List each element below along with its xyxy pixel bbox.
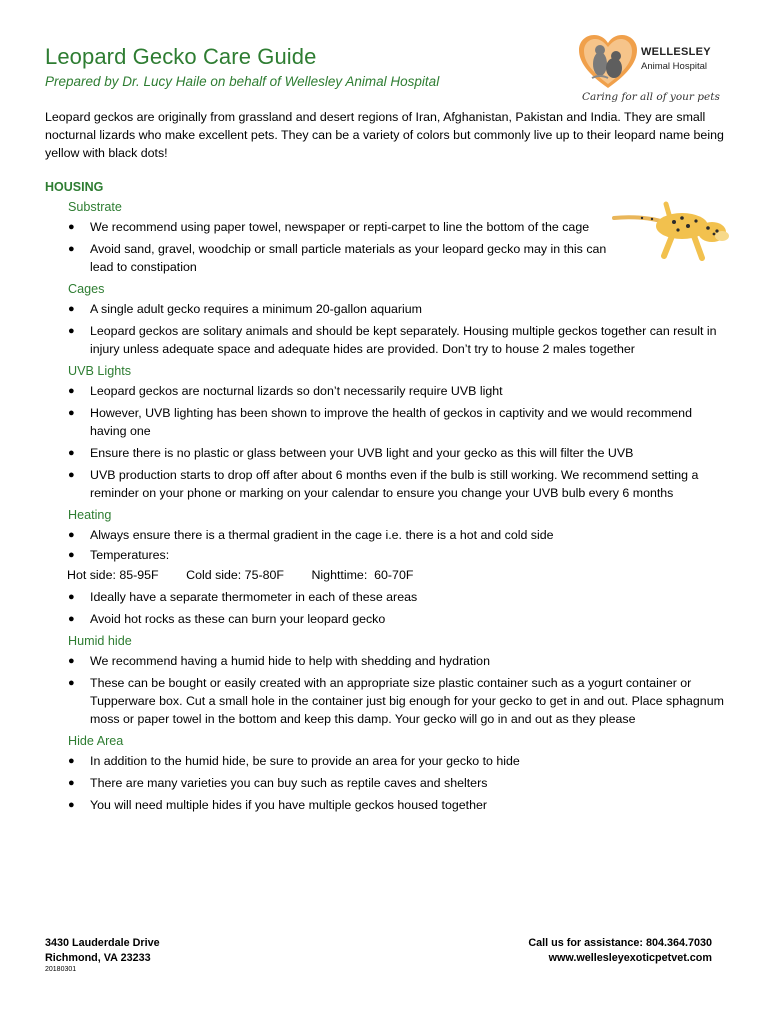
list-item: ● Avoid hot rocks as these can burn your leopard gecko — [68, 612, 386, 626]
logo-name: WELLESLEY — [641, 46, 711, 58]
list-item: ● You will need multiple hides if you have multiple geckos housed together — [68, 798, 487, 812]
bullet: ● — [68, 755, 75, 767]
temperature-values: Hot side: 85-95F Cold side: 75-80F Nighttime: 60-70F — [67, 568, 414, 582]
hide-area-list — [68, 752, 728, 814]
list-item: ● Always ensure there is a thermal gradient in the cage i.e. there is a hot and cold side — [68, 528, 554, 542]
phone-line: Call us for assistance: 804.364.7030 — [528, 937, 712, 949]
humid-hide-list — [68, 652, 728, 728]
list-item: ● Leopard geckos are solitary animals and should be kept separately. Housing multiple geckos together can result in injury unless adequate space and adequate hides are provided. Don’t try to house 2 males together — [68, 324, 717, 356]
footer-contact — [528, 936, 712, 966]
heating-heading: Heating — [68, 508, 112, 522]
intro-paragraph: Leopard geckos are originally from grassland and desert regions of Iran, Afghanistan, Pakistan and India. They are small nocturnal lizards who make excellent pets. They can be a variety of colors but commonly live up to their leopard name being yellow with black dots! — [45, 110, 724, 160]
logo-tagline: Caring for all of your pets — [582, 91, 720, 103]
bullet: ● — [68, 529, 75, 541]
bullet: ● — [68, 655, 75, 667]
bullet: ● — [68, 325, 75, 337]
list-item: ● However, UVB lighting has been shown to improve the health of geckos in captivity and we would recommend having one — [68, 406, 692, 438]
list-item: ● We recommend using paper towel, newspaper or repti-carpet to line the bottom of the cage — [68, 220, 590, 234]
bullet: ● — [68, 243, 75, 255]
bullet: ● — [68, 549, 75, 561]
bullet: ● — [68, 677, 75, 689]
list-item: ● Avoid sand, gravel, woodchip or small particle materials as your leopard gecko may in this can lead to constipation — [68, 242, 607, 274]
list-item: ● We recommend having a humid hide to help with shedding and hydration — [68, 654, 490, 668]
list-item: ● Ideally have a separate thermometer in each of these areas — [68, 590, 418, 604]
uvb-heading: UVB Lights — [68, 364, 131, 378]
logo-subname: Animal Hospital — [641, 61, 707, 72]
housing-section — [68, 198, 728, 818]
uvb-list — [68, 382, 728, 502]
housing-heading: HOUSING — [45, 180, 104, 194]
list-item: ● In addition to the humid hide, be sure to provide an area for your gecko to hide — [68, 754, 520, 768]
cages-heading: Cages — [68, 282, 105, 296]
bullet: ● — [68, 303, 75, 315]
heating-list — [68, 526, 728, 564]
bullet: ● — [68, 447, 75, 459]
humid-hide-heading: Humid hide — [68, 634, 132, 648]
hide-area-heading: Hide Area — [68, 734, 124, 748]
list-item: ● These can be bought or easily created with an appropriate size plastic container such as a yogurt container or Tupperware box. Cut a small hole in the container just big enough for your gecko to get in and out. Place sphagnum moss or paper towel in the bottom and keep this damp. Your gecko will go in and out as they please — [68, 676, 724, 726]
bullet: ● — [68, 407, 75, 419]
page-subtitle: Prepared by Dr. Lucy Haile on behalf of Wellesley Animal Hospital — [45, 74, 440, 89]
page-title: Leopard Gecko Care Guide — [45, 44, 317, 69]
substrate-heading: Substrate — [68, 200, 122, 214]
document-code: 20180301 — [45, 966, 77, 973]
footer-address — [45, 936, 160, 966]
bullet: ● — [68, 221, 75, 233]
list-item: ● There are many varieties you can buy such as reptile caves and shelters — [68, 776, 488, 790]
address-line-2: Richmond, VA 23233 — [45, 952, 151, 964]
address-line-1: 3430 Lauderdale Drive — [45, 937, 160, 949]
list-item: ● UVB production starts to drop off after about 6 months even if the bulb is still working. We recommend setting a reminder on your phone or marking on your calendar to ensure you change your UVB bulb every 6 months — [68, 468, 699, 500]
list-item: ● A single adult gecko requires a minimum 20-gallon aquarium — [68, 302, 422, 316]
heating-list-2 — [68, 588, 728, 628]
cages-list — [68, 300, 728, 358]
heart-pets-icon — [578, 34, 638, 90]
website-link[interactable]: www.wellesleyexoticpetvet.com — [548, 952, 712, 964]
list-item: ● Temperatures: — [68, 548, 170, 562]
bullet: ● — [68, 385, 75, 397]
bullet: ● — [68, 591, 75, 603]
bullet: ● — [68, 777, 75, 789]
list-item: ● Leopard geckos are nocturnal lizards so don’t necessarily require UVB light — [68, 384, 503, 398]
bullet: ● — [68, 799, 75, 811]
substrate-list — [68, 218, 728, 276]
list-item: ● Ensure there is no plastic or glass between your UVB light and your gecko as this will filter the UVB — [68, 446, 634, 460]
bullet: ● — [68, 613, 75, 625]
bullet: ● — [68, 469, 75, 481]
